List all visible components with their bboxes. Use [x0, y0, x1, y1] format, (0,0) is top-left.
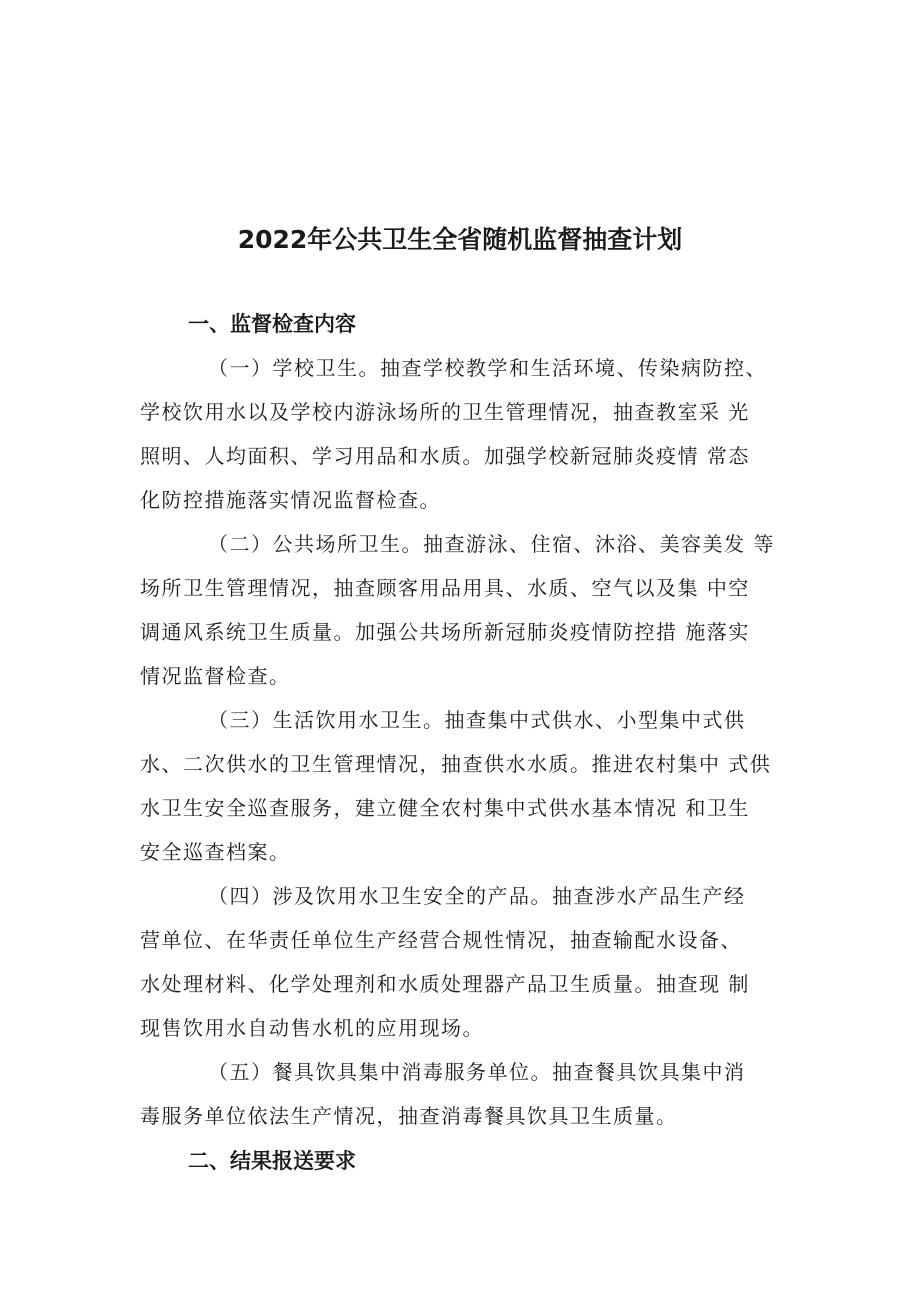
paragraph-school-hygiene-line: 照明、人均面积、学习用品和水质。加强学校新冠肺炎疫情 常态 [140, 444, 750, 468]
paragraph-public-places-line: 调通风系统卫生质量。加强公共场所新冠肺炎疫情防控措 施落实 [140, 620, 750, 644]
paragraph-drinking-water-line: 水卫生安全巡查服务，建立健全农村集中式供水基本情况 和卫生 [140, 796, 750, 820]
section-heading-result-reporting: 二、结果报送要求 [188, 1149, 356, 1173]
paragraph-school-hygiene-line: 学校饮用水以及学校内游泳场所的卫生管理情况，抽查教室采 光 [140, 400, 750, 424]
paragraph-public-places-line: 场所卫生管理情况，抽查顾客用品用具、水质、空气以及集 中空 [140, 576, 750, 600]
paragraph-public-places-line: （二）公共场所卫生。抽查游泳、住宿、沐浴、美容美发 等 [208, 532, 775, 556]
paragraph-school-hygiene-line: （一）学校卫生。抽查学校教学和生活环境、传染病防控、 [208, 356, 767, 380]
paragraph-water-products-line: （四）涉及饮用水卫生安全的产品。抽查涉水产品生产经 [208, 884, 746, 908]
document-title: 2022年公共卫生全省随机监督抽查计划 [237, 225, 683, 254]
paragraph-water-products-line: 现售饮用水自动售水机的应用现场。 [140, 1016, 484, 1040]
paragraph-drinking-water-line: 水、二次供水的卫生管理情况，抽查供水水质。推进农村集中 式供 [140, 752, 772, 776]
paragraph-tableware-disinfection-line: （五）餐具饮具集中消毒服务单位。抽查餐具饮具集中消 [208, 1060, 746, 1084]
paragraph-drinking-water-line: 安全巡查档案。 [140, 840, 291, 864]
paragraph-water-products-line: 水处理材料、化学处理剂和水质处理器产品卫生质量。抽查现 制 [140, 972, 750, 996]
section-heading-inspection-content: 一、监督检查内容 [188, 312, 356, 336]
paragraph-drinking-water-line: （三）生活饮用水卫生。抽查集中式供水、小型集中式供 [208, 708, 746, 732]
paragraph-public-places-line: 情况监督检查。 [140, 664, 291, 688]
paragraph-school-hygiene-line: 化防控措施落实情况监督检查。 [140, 488, 441, 512]
paragraph-tableware-disinfection-line: 毒服务单位依法生产情况，抽查消毒餐具饮具卫生质量。 [140, 1104, 678, 1128]
paragraph-water-products-line: 营单位、在华责任单位生产经营合规性情况，抽查输配水设备、 [140, 928, 742, 952]
